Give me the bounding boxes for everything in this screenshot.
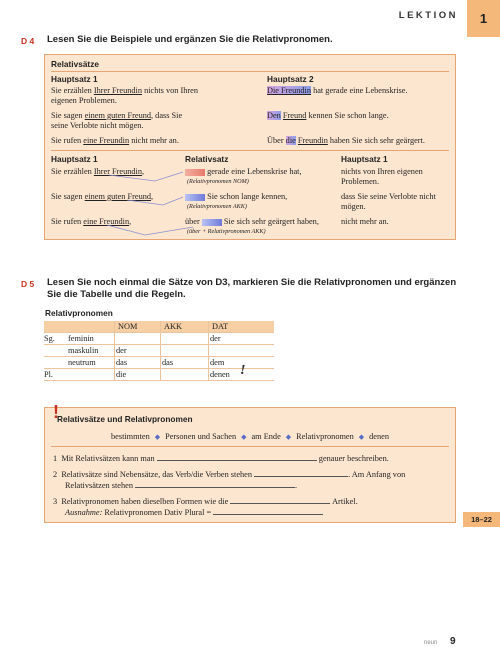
divider [51, 446, 449, 447]
col-header-akk: AKK [164, 322, 182, 331]
page-reference-tab: 18–22 [463, 512, 500, 527]
cell: das [116, 358, 128, 367]
hauptsatz2-header: Hauptsatz 2 [267, 74, 314, 84]
diamond-icon: ◆ [154, 432, 161, 441]
hauptsatz1-header: Hauptsatz 1 [51, 74, 98, 84]
attention-mark: ! [240, 363, 246, 378]
table-header-hs1-end: Hauptsatz 1 [341, 154, 388, 164]
cell: die [116, 370, 127, 379]
d5-title-line2: Sie die Tabelle und die Regeln. [47, 289, 186, 300]
row-hs: Sie erzählen Ihrer Freundin, [51, 167, 145, 176]
table-row [44, 363, 274, 381]
cell: feminin [68, 334, 94, 343]
diamond-icon: ◆ [285, 432, 292, 441]
word-bank-item: denen [369, 432, 389, 441]
row-end: Problemen. [341, 177, 380, 186]
d4-relativsaetze-box [44, 54, 456, 240]
divider [160, 321, 161, 381]
hs1-line: Sie sagen einem guten Freund, dass Sie [51, 111, 183, 120]
rule-1: 1 Mit Relativsätzen kann man genauer beschreiben. [53, 454, 389, 463]
row-note: (Relativpronomen NOM) [187, 178, 249, 185]
connector-arrows [45, 55, 457, 241]
table-header-hs1: Hauptsatz 1 [51, 154, 98, 164]
d5-title-line1: Lesen Sie noch einmal die Sätze von D3, markieren Sie die Relativpronomen und ergänzen [47, 277, 457, 288]
word-bank-item: bestimmten [111, 432, 150, 441]
rules-title: Relativsätze und Relativpronomen [57, 414, 193, 424]
diamond-icon: ◆ [358, 432, 365, 441]
d4-title: Lesen Sie die Beispiele und ergänzen Sie die Relativpronomen. [47, 34, 333, 45]
blank-swatch [185, 169, 205, 176]
col-header-dat: DAT [212, 322, 229, 331]
table-header-row [44, 321, 274, 333]
cell: neutrum [68, 358, 96, 367]
rule-3: 3 Relativpronomen haben dieselben Formen wie die Artikel. [53, 497, 358, 506]
rules-box [44, 407, 456, 523]
hs2-line: Über die Freundin haben Sie sich sehr geärgert. [267, 136, 425, 145]
word-bank [45, 432, 455, 441]
cell: Pl. [44, 370, 53, 379]
ausnahme: Ausnahme: Relativpronomen Dativ Plural = [65, 506, 323, 518]
divider [114, 321, 115, 381]
page-number: 9 [450, 636, 456, 647]
footer-page-word: neun [424, 640, 438, 646]
hs1-line: Sie erzählen Ihrer Freundin nichts von Ihren [51, 86, 199, 95]
divider [51, 150, 449, 151]
row-hs: Sie rufen eine Freundin, [51, 217, 132, 226]
cell: maskulin [68, 346, 99, 355]
blank-input[interactable] [230, 495, 330, 504]
row-relativsatz: über Sie sich sehr geärgert haben, [185, 217, 319, 226]
row-note: (über + Relativpronomen AKK) [187, 228, 266, 235]
lektion-number: 1 [467, 0, 500, 37]
word-bank-item: Personen und Sachen [165, 432, 237, 441]
rule-2: 2 Relativsätze sind Nebensätze, das Verb/die Verben stehen . Am Anfang von [53, 470, 406, 479]
row-end: nichts von Ihren eigenen [341, 167, 423, 176]
blank-input[interactable] [157, 452, 317, 461]
table-row [44, 333, 274, 345]
cell: der [116, 346, 127, 355]
cell: das [162, 358, 174, 367]
cell: Sg. [44, 334, 55, 343]
cell: der [210, 334, 221, 343]
blank-swatch [185, 194, 205, 201]
table-row [44, 345, 274, 357]
relativpronomen-table-title: Relativpronomen [45, 308, 113, 318]
row-end: dass Sie seine Verlobte nicht [341, 192, 436, 201]
exclamation-icon: ! [53, 402, 59, 422]
table-header-relativsatz: Relativsatz [185, 154, 229, 164]
hs1-line: seine Verlobte nicht mögen. [51, 121, 144, 130]
blank-swatch [202, 219, 222, 226]
diamond-icon: ◆ [241, 432, 247, 441]
row-hs: Sie sagen einem guten Freund, [51, 192, 154, 201]
col-header-nom: NOM [118, 322, 138, 331]
divider [208, 321, 209, 381]
hs1-line: eigenen Problemen. [51, 96, 117, 105]
d5-label: D 5 [21, 279, 35, 289]
row-relativsatz: Sie schon lange kennen, [185, 191, 287, 202]
d4-label: D 4 [21, 36, 35, 46]
rule-2-line2: Relativsätzen stehen . [65, 481, 298, 490]
cell: dem [210, 358, 225, 367]
blank-input[interactable] [213, 506, 323, 515]
box-title: Relativsätze [51, 59, 99, 69]
blank-input[interactable] [254, 468, 348, 477]
row-end: nicht mehr an. [341, 217, 389, 226]
row-end: mögen. [341, 202, 366, 211]
row-note: (Relativpronomen AKK) [187, 203, 247, 210]
divider [51, 71, 449, 72]
relativpronomen-table [44, 321, 274, 381]
word-bank-item: am Ende [251, 432, 281, 441]
blank-input[interactable] [135, 479, 295, 488]
word-bank-item: Relativpronomen [296, 432, 354, 441]
cell: denen [210, 370, 230, 379]
row-relativsatz: gerade eine Lebenskrise hat, [185, 166, 302, 177]
hs2-line: Den Freund kennen Sie schon lange. [267, 111, 389, 120]
hs2-line: Die Freundin hat gerade eine Lebenskrise. [267, 86, 408, 95]
hs1-line: Sie rufen eine Freundin nicht mehr an. [51, 136, 179, 145]
lektion-label: LEKTION [398, 10, 458, 21]
